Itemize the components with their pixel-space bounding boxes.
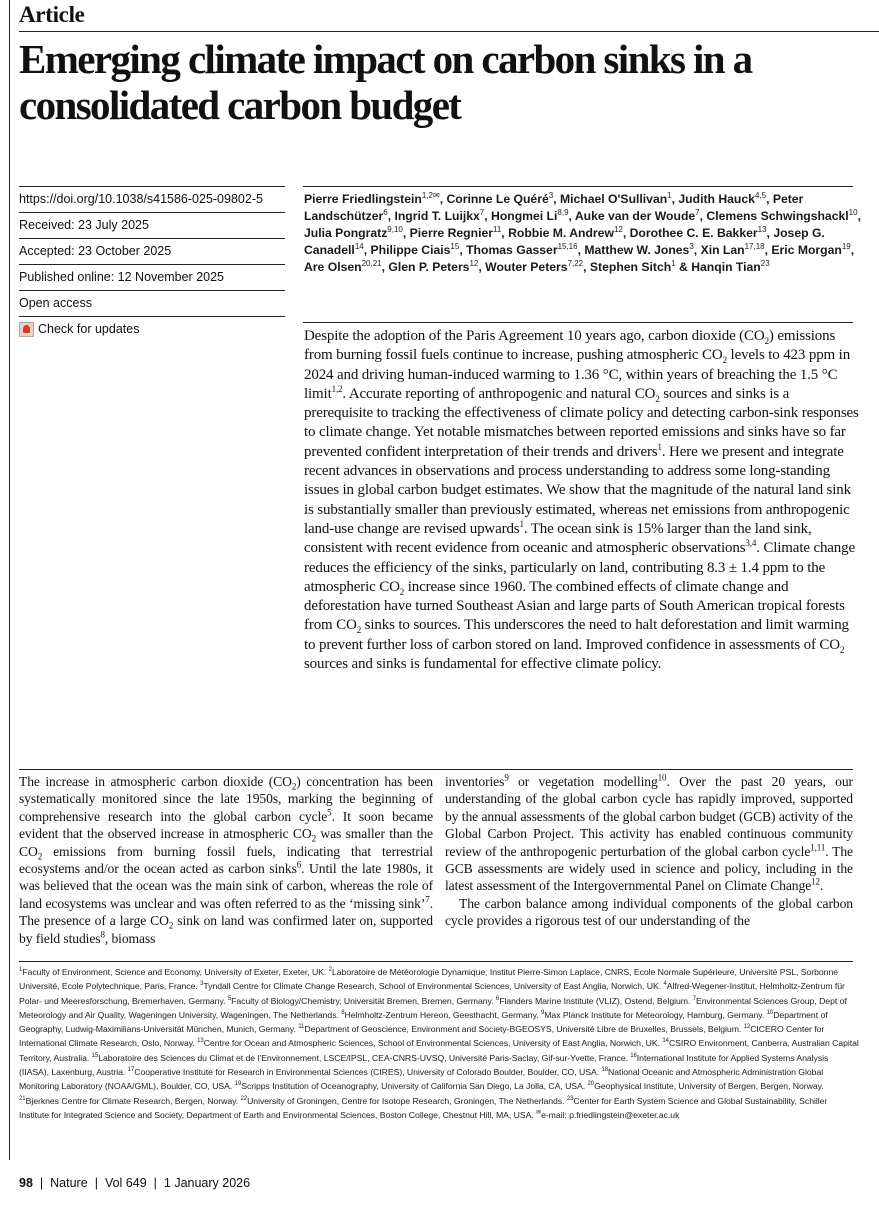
footer-separator: | [94, 1176, 98, 1190]
affiliation-text: Faculty of Biology/Chemistry, Universität Bremen, Bremen, Germany. [231, 995, 496, 1006]
affiliation-number: 21 [19, 1095, 26, 1102]
author-name[interactable]: Thomas Gasser [466, 243, 558, 257]
affiliation-number: 4 [663, 981, 667, 988]
author-affiliation-ref: 6 [383, 207, 388, 217]
author-name[interactable]: Corinne Le Quéré [446, 192, 549, 206]
author-name[interactable]: Xin Lan [700, 243, 745, 257]
affiliation-number: 5 [227, 995, 232, 1002]
authors-divider [303, 186, 853, 187]
abstract: Despite the adoption of the Paris Agreement 10 years ago, carbon dioxide $(CO_2)$ emissions from burning fossil fuels continue to increase, pushing atmospheric $CO_2$ levels to 423 ppm in 2024 and driving human-induced warming to 1.36 °C, within years of breaching the 1.5 °C limit$^{1,2}$. Accurate reporting of anthropogenic and natural $CO_2$ sources and sinks is a prerequisite to tracking the effectiveness of climate policy and detecting carbon-sink responses to climate change. Yet notable mismatches between reported emissions and sinks have so far prevented confident interpretation of their trends and drivers$^1$. Here we present and integrate recent advances in observations and process understanding to address some long-standing issues in global carbon budget estimates. We show that the magnitude of the natural land sink is substantially smaller than previously estimated, whereas net emissions from anthropogenic land-use change are revised upwards$^1$. The ocean sink is 15% larger than the land sink, consistent with recent evidence from oceanic and atmospheric observations$^{3,4}$. Climate change reduces the efficiency of the sinks, particularly on land, contributing 8.3 ± 1.4 ppm to the atmospheric $CO_2$ increase since 1960. The combined effects of climate change and deforestation have turned Southeast Asian and large parts of South American tropical forests from $CO_2$ sinks to sources. This underscores the need to halt deforestation and limit warming to prevent further loss of carbon stored on land. Improved confidence in assessments of $CO_2$ sources and sinks is fundamental for effective climate policy. [304, 328, 859, 673]
affiliation-text: Helmholtz-Zentrum Hereon, Geesthacht, Germany. [344, 1009, 541, 1020]
author-affiliation-ref: 17,18 [744, 241, 765, 251]
subscript: 2 [655, 393, 660, 404]
citation-superscript: 1,2 [331, 383, 343, 394]
author-affiliation-ref: 12 [613, 224, 623, 234]
affiliation-text: CSIRO Environment, Canberra, Australian Capital Territory, Australia. [19, 1038, 859, 1063]
affiliation-text: University of Groningen, Centre for Isotope Research, Groningen, The Netherlands. [247, 1095, 567, 1106]
volume: Vol 649 [104, 1176, 147, 1190]
citation-superscript: 1,11 [810, 842, 826, 853]
author-affiliation-ref: 15 [450, 241, 460, 251]
affiliation-text: National Oceanic and Atmospheric Administration Global Monitoring Laboratory (NOAA/GML), Boulder, CO, USA. [19, 1067, 824, 1092]
author-name[interactable]: Julia Pongratz [304, 226, 388, 240]
subscript: 2 [764, 336, 769, 346]
citation-superscript: 9 [504, 772, 509, 783]
affiliations-divider [19, 961, 853, 962]
affiliation-number: 23 [566, 1095, 574, 1102]
subscript: 2 [291, 781, 297, 792]
affiliation-text: Scripps Institution of Oceanography, University of California San Diego, La Jolla, CA, USA. [241, 1081, 588, 1092]
author-list: Pierre Friedlingstein$^{1,2✉}$, Corinne Le Quéré$^3$, Michael O'Sullivan$^1$, Judith Hauck$^{4,5}$, Peter Landschützer$^6$, Ingrid T. Luijkx$^7$, Hongmei Li$^{8,9}$, Auke van der Woude$^7$, Clemens Schwingshackl$^{10}$, Julia Pongratz$^{9,10}$, Pierre Regnier$^{11}$, Robbie M. Andrew$^{12}$, Dorothee C. E. Bakker$^{13}$, Josep G. Canadell$^{14}$, Philippe Ciais$^{15}$, Thomas Gasser$^{15,16}$, Matthew W. Jones$^3$, Xin Lan$^{17,18}$, Eric Morgan$^{19}$, Are Olsen$^{20,21}$, Glen P. Peters$^{12}$, Wouter Peters$^{7,22}$, Stephen Sitch$^1$ & Hanqin Tian$^{23}$ [304, 190, 861, 274]
author-affiliation-ref: 8,9 [557, 207, 569, 217]
abstract-divider [303, 322, 853, 323]
affiliation-number: ✉ [536, 1110, 542, 1117]
affiliation-text: Center for Earth System Science and Global Sustainability, Schiller Institute for Integrated Science and Society, Department of Earth and Environmental Sciences, Boston College, Chestnut Hill, MA, USA. [19, 1095, 828, 1120]
author-affiliation-ref: 15,16 [557, 241, 578, 251]
author-affiliation-ref: 10 [848, 207, 858, 217]
author-affiliation-ref: 19 [841, 241, 851, 251]
affiliation-text: Laboratoire des Sciences du Climat et de l’Environnement, LSCE/IPSL, CEA-CNRS-UVSQ, Université Paris-Saclay, Gif-sur-Yvette, France. [98, 1052, 631, 1063]
author-name[interactable]: Josep G. Canadell [304, 226, 825, 257]
affiliation-text: Department of Geoscience, Environment and Society-BGEOSYS, Université Libre de Bruxelles, Brussels, Belgium. [304, 1024, 744, 1035]
affiliation-text: Alfred-Wegener-Institut, Helmholtz-Zentrum für Polar- und Meeresforschung, Bremerhaven, Germany. [19, 981, 845, 1006]
affiliation-number: 6 [495, 995, 500, 1002]
author-name[interactable]: Are Olsen [304, 260, 362, 274]
affiliation-text: Max Planck Institute for Meteorology, Hamburg, Germany. [544, 1009, 767, 1020]
subscript: 2 [168, 920, 174, 931]
page-number: 98 [19, 1176, 33, 1190]
affiliation-number: 17 [127, 1067, 135, 1074]
body-paragraph: The increase in atmospheric carbon dioxide $(CO_2)$ concentration has been systematically monitored since the late 1950s, marking the beginning of comprehensive research into the global carbon cycle$^5$. It soon became evident that the observed increase in atmospheric $CO_2$ was smaller than the $CO_2$ emissions from burning fossil fuels, indicating that terrestrial ecosystems and/or the ocean acted as carbon sinks$^6$. Until the late 1980s, it was believed that the ocean was the main sink of carbon, whereas the role of land ecosystems was unclear and was often referred to as the ‘missing sink’$^7$. The presence of a large $CO_2$ sink on land was confirmed later on, supported by field studies$^8$, biomass [19, 774, 433, 946]
footer-separator: | [153, 1176, 157, 1190]
author-name[interactable]: Auke van der Woude [574, 209, 696, 223]
author-name[interactable]: Ingrid T. Luijkx [394, 209, 480, 223]
author-affiliation-ref: 23 [760, 258, 770, 268]
author-affiliation-ref: 9,10 [387, 224, 403, 234]
author-name[interactable]: Hongmei Li [491, 209, 558, 223]
citation-superscript: 8 [100, 929, 105, 940]
author-name[interactable]: Judith Hauck [678, 192, 755, 206]
body-paragraph: inventories$^9$ or vegetation modelling$^{10}$. Over the past 20 years, our understanding of the global carbon cycle has rapidly improved, supported by the annual assessments of the global carbon budget (GCB) activity of the Global Carbon Project. This activity has enabled continuous community review of the anthropogenic perturbation of the global carbon cycle$^{1,11}$. The GCB assessments are widely used in science and policy, including in the latest assessment of the Intergovernmental Panel on Climate Change$^{12}$. [445, 772, 853, 894]
author-name[interactable]: Stephen Sitch [589, 260, 672, 274]
affiliation-number: 12 [743, 1024, 751, 1031]
author-affiliation-ref: 7 [479, 207, 485, 217]
author-name[interactable]: Eric Morgan [771, 243, 842, 257]
affiliation-number: 10 [766, 1010, 774, 1016]
author-name[interactable]: Glen P. Peters [388, 260, 470, 274]
affiliation-number: 19 [234, 1081, 242, 1088]
author-affiliation-ref: 1 [667, 190, 672, 200]
received-date: Received: 23 July 2025 [19, 213, 285, 239]
affiliation-text: Department of Geography, Ludwig-Maximilians-Universität München, Munich, Germany. [19, 1009, 828, 1035]
author-affiliation-ref: 7 [695, 207, 700, 217]
affiliation-number: 2 [328, 967, 332, 974]
author-name[interactable]: Matthew W. Jones [584, 243, 690, 257]
author-affiliation-ref: 3 [548, 190, 554, 200]
published-date: Published online: 12 November 2025 [19, 265, 285, 291]
affiliation-number: 9 [540, 1010, 545, 1016]
citation-superscript: 10 [657, 772, 667, 783]
affiliations [19, 965, 859, 1122]
body-column-right [445, 773, 853, 930]
affiliation-number: 1 [19, 967, 23, 974]
affiliation-number: 18 [601, 1067, 609, 1074]
author-name[interactable]: Pierre Regnier [409, 226, 493, 240]
accepted-date: Accepted: 23 October 2025 [19, 239, 285, 265]
doi-link[interactable]: https://doi.org/10.1038/s41586-025-09802-5 [19, 187, 285, 213]
article-metadata [19, 186, 285, 342]
citation-superscript: 6 [296, 859, 302, 870]
affiliation-number: 22 [240, 1095, 248, 1102]
affiliation-text: Centre for Ocean and Atmospheric Sciences, School of Environmental Sciences, University of East Anglia, Norwich, UK. [203, 1038, 663, 1049]
affiliation-number: 16 [630, 1052, 637, 1059]
subscript: 2 [311, 833, 317, 844]
body-divider [19, 769, 853, 770]
affiliation-number: 15 [91, 1052, 99, 1059]
author-name[interactable]: Clemens Schwingshackl [706, 209, 849, 223]
left-margin-rule [9, 0, 10, 1160]
affiliation-text: Geophysical Institute, University of Bergen, Bergen, Norway. [594, 1081, 824, 1092]
crossmark-icon [19, 322, 34, 337]
affiliation-number: 8 [341, 1010, 345, 1016]
subscript: 2 [399, 586, 405, 597]
author-affiliation-ref: 20,21 [361, 258, 382, 268]
check-for-updates-label: Check for updates [38, 322, 140, 336]
citation-superscript: 7 [425, 894, 430, 905]
citation-superscript: 1 [657, 441, 662, 452]
author-affiliation-ref: 1 [671, 258, 676, 268]
affiliation-number: 11 [298, 1024, 305, 1031]
affiliation-text: Flanders Marine Institute (VLIZ), Ostend, Belgium. [499, 995, 693, 1006]
author-name[interactable]: Michael O'Sullivan [559, 192, 668, 206]
affiliation-text: International Institute for Applied Systems Analysis (IIASA), Laxenburg, Austria. [19, 1052, 829, 1078]
subscript: 2 [37, 851, 43, 862]
author-name[interactable]: Dorothee C. E. Bakker [629, 226, 758, 240]
affiliation-number: 14 [662, 1038, 669, 1045]
author-affiliation-ref: 14 [354, 241, 364, 251]
journal-name: Nature [50, 1176, 88, 1190]
affiliation-text: Environmental Sciences Group, Dept of Meteorology and Air Quality, Wageningen University, Wageningen, The Netherlands. [19, 995, 847, 1020]
issue-date: 1 January 2026 [163, 1176, 251, 1190]
author-name[interactable]: Wouter Peters [485, 260, 568, 274]
body-column-left [19, 773, 433, 947]
affiliation-number: 7 [692, 995, 696, 1002]
author-affiliation-ref: 13 [757, 224, 767, 234]
affiliation-text: CICERO Center for International Climate Research, Oslo, Norway. [19, 1024, 825, 1049]
body-paragraph: The carbon balance among individual components of the global carbon cycle provides a rigorous test of our understanding of the [445, 895, 853, 929]
affiliation-text: Laboratoire de Météorologie Dynamique, Institut Pierre-Simon Laplace, CNRS, Ecole Normale Supérieure, Université PSL, Sorbonne Université, Ecole Polytechnique, Paris, France. [19, 967, 839, 992]
article-title: Emerging climate impact on carbon sinks in a consolidated carbon budget [19, 36, 752, 128]
page-footer [19, 1176, 250, 1190]
affiliation-text: Bjerknes Centre for Climate Research, Bergen, Norway. [25, 1095, 241, 1106]
header-divider [19, 31, 879, 32]
author-affiliation-ref: 11 [492, 224, 502, 234]
citation-superscript: 12 [811, 876, 820, 887]
citation-superscript: 1 [519, 518, 524, 529]
article-type-label: Article [19, 2, 85, 27]
footer-separator: | [39, 1176, 44, 1190]
affiliation-text: Tyndall Centre for Climate Change Research, School of Environmental Sciences, University of East Anglia, Norwich, UK. [203, 981, 664, 992]
author-name[interactable]: Hanqin Tian [691, 260, 761, 274]
author-affiliation-ref: 4,5 [754, 190, 767, 200]
subscript: 2 [839, 644, 845, 655]
author-name[interactable]: Peter Landschützer [304, 192, 804, 223]
affiliation-text: Cooperative Institute for Research in Environmental Sciences (CIRES), University of Colorado Boulder, Boulder, CO, USA. [134, 1067, 602, 1078]
subscript: 2 [356, 625, 362, 636]
affiliation-number: 3 [200, 981, 204, 988]
subscript: 2 [722, 355, 727, 366]
check-for-updates-link[interactable] [19, 317, 285, 342]
affiliation-text: Faculty of Environment, Science and Economy, University of Exeter, Exeter, UK. [22, 967, 329, 977]
affiliation-text: e-mail: p.friedlingstein@exeter.ac.uk [541, 1109, 680, 1120]
citation-superscript: 3,4 [745, 538, 757, 549]
author-affiliation-ref: 12 [469, 258, 479, 268]
citation-superscript: 5 [327, 807, 332, 818]
author-affiliation-ref: 3 [689, 241, 694, 251]
author-affiliation-ref: 1,2✉ [421, 190, 440, 200]
author-name[interactable]: Philippe Ciais [370, 243, 451, 257]
author-name[interactable]: Robbie M. Andrew [508, 226, 614, 240]
affiliation-number: 20 [587, 1081, 595, 1088]
open-access-label[interactable]: Open access [19, 291, 285, 317]
affiliation-number: 13 [197, 1038, 204, 1045]
author-name[interactable]: Pierre Friedlingstein [304, 192, 422, 206]
author-affiliation-ref: 7,22 [567, 258, 584, 268]
